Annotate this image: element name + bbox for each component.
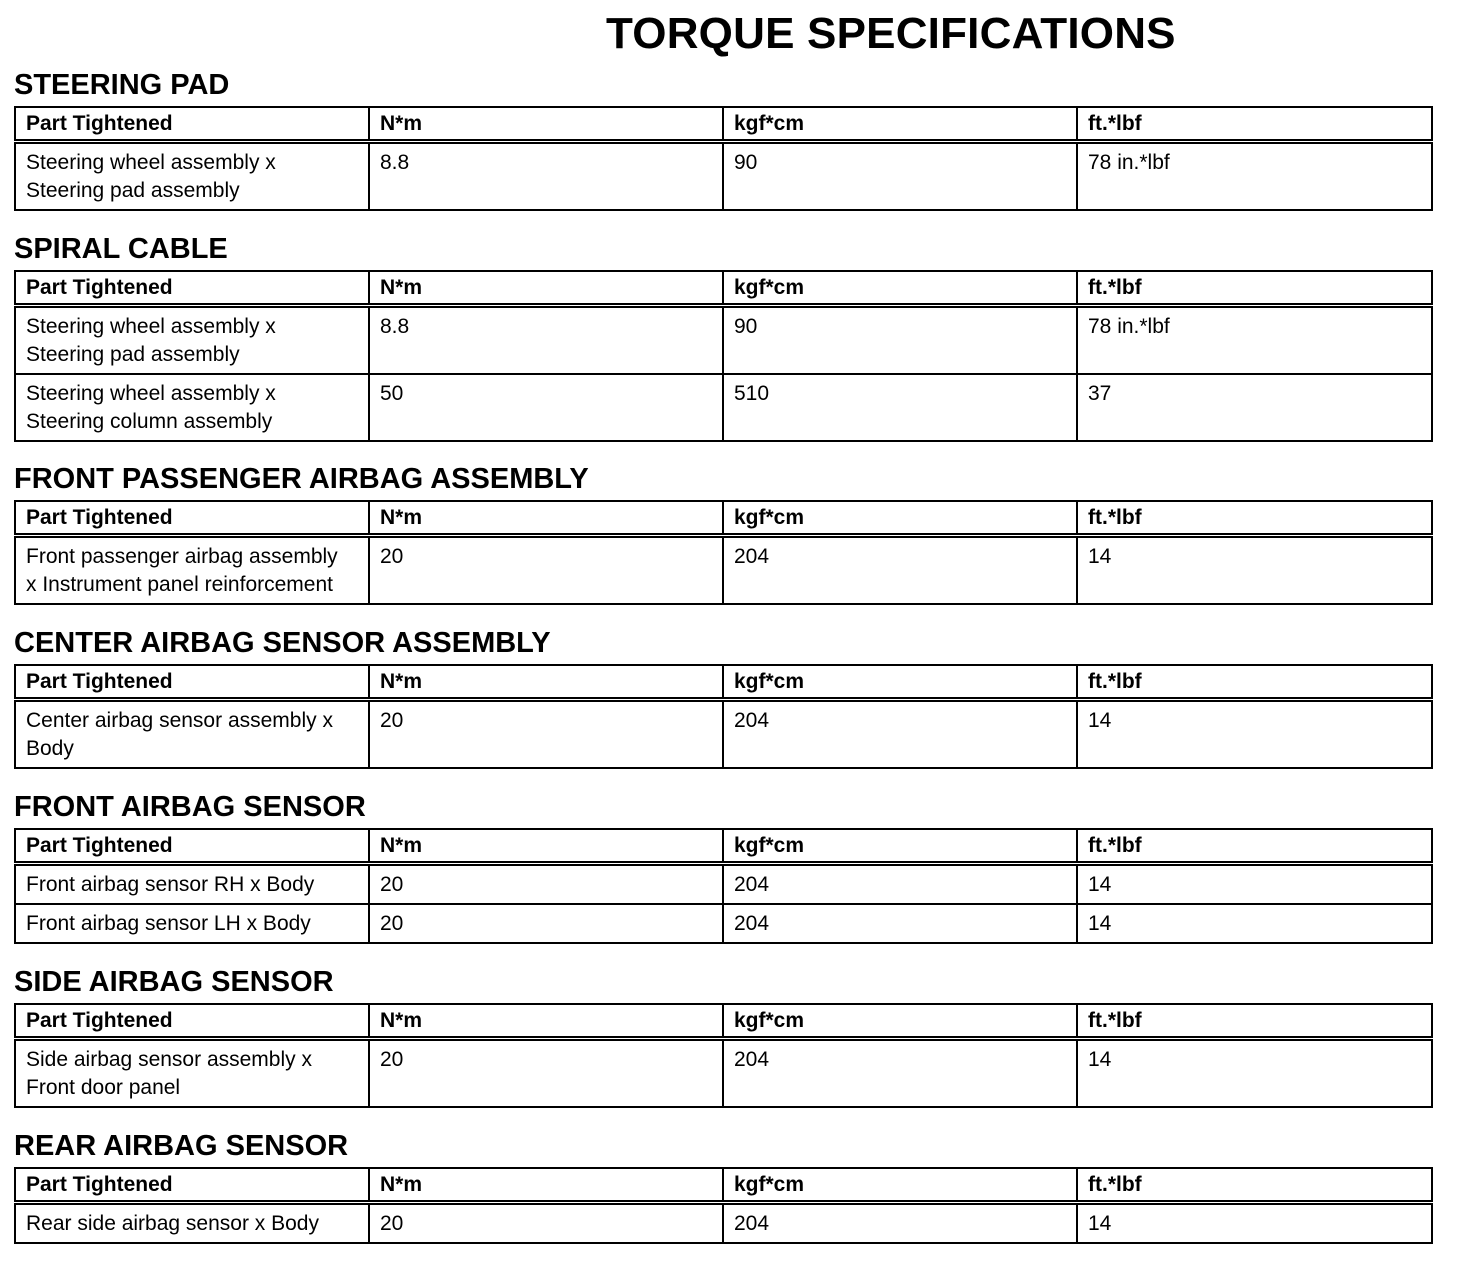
header-ftlbf: ft.*lbf — [1077, 107, 1432, 141]
header-nm: N*m — [369, 271, 723, 305]
table-row — [15, 904, 1432, 943]
cell-kgfcm: 204 — [723, 535, 1077, 604]
cell-ftlbf: 37 — [1077, 374, 1432, 441]
table-header-row — [15, 271, 1432, 305]
part-line: Steering wheel assembly x — [26, 381, 276, 405]
section-title: REAR AIRBAG SENSOR — [14, 1130, 349, 1162]
cell-part: Front airbag sensor LH x Body — [15, 904, 369, 943]
part-line: Steering wheel assembly x — [26, 150, 276, 174]
header-nm: N*m — [369, 107, 723, 141]
part-line: Center airbag sensor assembly x — [26, 708, 333, 732]
cell-nm: 20 — [369, 1038, 723, 1107]
cell-kgfcm: 204 — [723, 1202, 1077, 1243]
part-line: Steering pad assembly — [26, 178, 240, 202]
cell-nm: 20 — [369, 1202, 723, 1243]
table-row — [15, 535, 1432, 604]
header-ftlbf: ft.*lbf — [1077, 665, 1432, 699]
table-row — [15, 374, 1432, 441]
section-spiral-cable — [14, 234, 1431, 442]
section-title: STEERING PAD — [14, 69, 230, 101]
cell-part — [15, 141, 369, 210]
header-part-tightened: Part Tightened — [15, 1004, 369, 1038]
cell-nm: 8.8 — [369, 141, 723, 210]
part-line: Front door panel — [26, 1075, 181, 1099]
table-header-row — [15, 665, 1432, 699]
cell-part — [15, 374, 369, 441]
cell-part — [15, 535, 369, 604]
torque-table — [14, 664, 1433, 769]
section-title: FRONT PASSENGER AIRBAG ASSEMBLY — [14, 463, 589, 495]
cell-part: Front airbag sensor RH x Body — [15, 863, 369, 904]
cell-ftlbf: 14 — [1077, 863, 1432, 904]
part-line: Steering column assembly — [26, 409, 273, 433]
torque-table — [14, 1003, 1433, 1108]
cell-kgfcm: 90 — [723, 141, 1077, 210]
section-rear-airbag-sensor — [14, 1131, 1431, 1244]
torque-table — [14, 270, 1433, 442]
table-header-row — [15, 107, 1432, 141]
header-nm: N*m — [369, 1168, 723, 1202]
header-nm: N*m — [369, 665, 723, 699]
header-nm: N*m — [369, 829, 723, 863]
header-part-tightened: Part Tightened — [15, 501, 369, 535]
cell-part: Rear side airbag sensor x Body — [15, 1202, 369, 1243]
cell-part — [15, 305, 369, 374]
table-row — [15, 699, 1432, 768]
cell-ftlbf: 14 — [1077, 699, 1432, 768]
table-row — [15, 863, 1432, 904]
part-line: Body — [26, 736, 74, 760]
header-ftlbf: ft.*lbf — [1077, 271, 1432, 305]
header-ftlbf: ft.*lbf — [1077, 501, 1432, 535]
cell-nm: 8.8 — [369, 305, 723, 374]
cell-kgfcm: 204 — [723, 904, 1077, 943]
table-row — [15, 305, 1432, 374]
table-header-row — [15, 501, 1432, 535]
section-title: SPIRAL CABLE — [14, 233, 228, 265]
section-front-passenger-airbag-assembly — [14, 464, 1431, 605]
section-steering-pad — [14, 70, 1431, 211]
cell-nm: 20 — [369, 699, 723, 768]
header-kgfcm: kgf*cm — [723, 665, 1077, 699]
header-kgfcm: kgf*cm — [723, 1168, 1077, 1202]
table-header-row — [15, 1168, 1432, 1202]
cell-ftlbf: 78 in.*lbf — [1077, 141, 1432, 210]
torque-table — [14, 828, 1433, 944]
header-kgfcm: kgf*cm — [723, 829, 1077, 863]
table-header-row — [15, 829, 1432, 863]
page-title: TORQUE SPECIFICATIONS — [606, 9, 1176, 58]
cell-kgfcm: 204 — [723, 1038, 1077, 1107]
cell-part — [15, 699, 369, 768]
header-part-tightened: Part Tightened — [15, 107, 369, 141]
cell-part — [15, 1038, 369, 1107]
section-title: CENTER AIRBAG SENSOR ASSEMBLY — [14, 627, 551, 659]
table-row — [15, 1038, 1432, 1107]
header-kgfcm: kgf*cm — [723, 1004, 1077, 1038]
torque-table — [14, 106, 1433, 211]
cell-kgfcm: 204 — [723, 863, 1077, 904]
header-kgfcm: kgf*cm — [723, 501, 1077, 535]
cell-ftlbf: 14 — [1077, 904, 1432, 943]
part-line: Steering wheel assembly x — [26, 314, 276, 338]
header-ftlbf: ft.*lbf — [1077, 829, 1432, 863]
cell-nm: 20 — [369, 863, 723, 904]
cell-ftlbf: 14 — [1077, 1038, 1432, 1107]
cell-ftlbf: 14 — [1077, 1202, 1432, 1243]
header-kgfcm: kgf*cm — [723, 107, 1077, 141]
part-line: Steering pad assembly — [26, 342, 240, 366]
cell-nm: 50 — [369, 374, 723, 441]
cell-ftlbf: 78 in.*lbf — [1077, 305, 1432, 374]
cell-nm: 20 — [369, 535, 723, 604]
header-nm: N*m — [369, 501, 723, 535]
header-part-tightened: Part Tightened — [15, 1168, 369, 1202]
table-row — [15, 141, 1432, 210]
header-ftlbf: ft.*lbf — [1077, 1168, 1432, 1202]
torque-table — [14, 500, 1433, 605]
cell-kgfcm: 90 — [723, 305, 1077, 374]
part-line: x Instrument panel reinforcement — [26, 572, 333, 596]
header-part-tightened: Part Tightened — [15, 829, 369, 863]
header-part-tightened: Part Tightened — [15, 271, 369, 305]
section-center-airbag-sensor-assembly — [14, 628, 1431, 769]
header-ftlbf: ft.*lbf — [1077, 1004, 1432, 1038]
cell-kgfcm: 204 — [723, 699, 1077, 768]
section-side-airbag-sensor — [14, 967, 1431, 1108]
header-kgfcm: kgf*cm — [723, 271, 1077, 305]
cell-ftlbf: 14 — [1077, 535, 1432, 604]
section-front-airbag-sensor — [14, 792, 1431, 944]
part-line: Front passenger airbag assembly — [26, 544, 338, 568]
part-line: Side airbag sensor assembly x — [26, 1047, 312, 1071]
section-title: FRONT AIRBAG SENSOR — [14, 791, 366, 823]
cell-kgfcm: 510 — [723, 374, 1077, 441]
table-row — [15, 1202, 1432, 1243]
section-title: SIDE AIRBAG SENSOR — [14, 966, 334, 998]
torque-table — [14, 1167, 1433, 1244]
cell-nm: 20 — [369, 904, 723, 943]
table-header-row — [15, 1004, 1432, 1038]
header-part-tightened: Part Tightened — [15, 665, 369, 699]
header-nm: N*m — [369, 1004, 723, 1038]
